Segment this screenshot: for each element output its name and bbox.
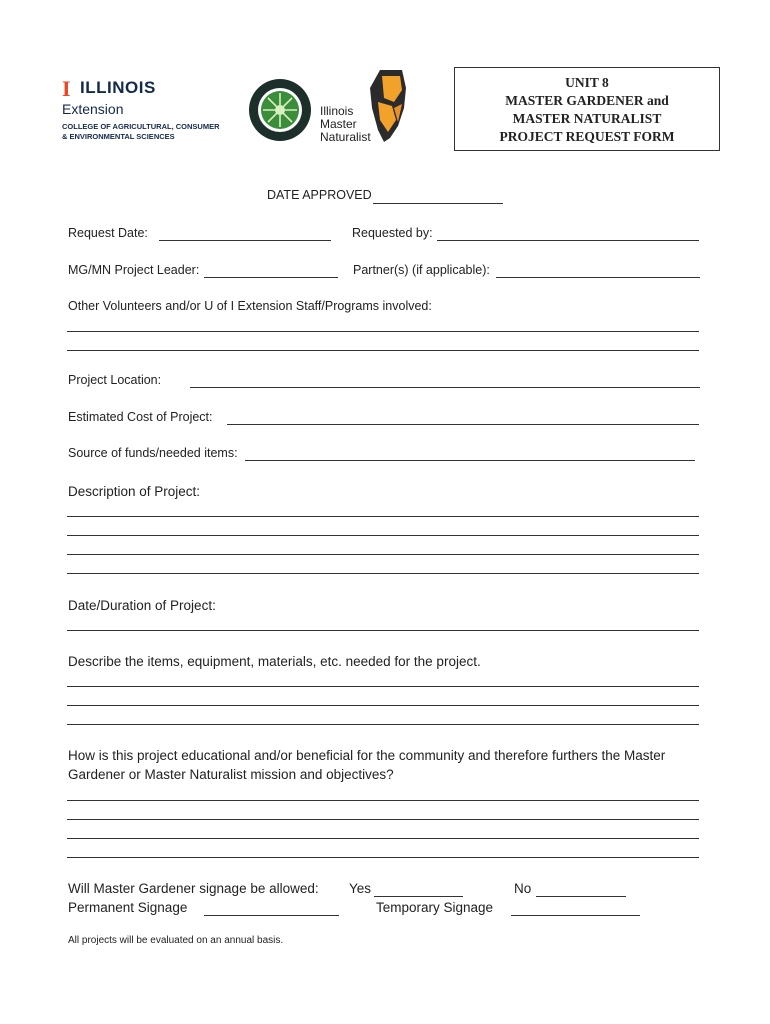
project-location-label: Project Location: [68,373,162,387]
illinois-extension-logo [62,76,242,146]
naturalist-line-1: Illinois [320,104,354,118]
title-line-1: UNIT 8 [565,75,609,90]
items-needed-line-3[interactable] [67,724,699,725]
extension-label: Extension [62,101,124,117]
naturalist-line-3: Naturalist [320,130,371,144]
monarch-butterfly-icon [366,68,410,144]
other-volunteers-line-2[interactable] [67,350,699,351]
educational-question-line-1: How is this project educational and/or beneficial for the community and therefore furthers the Master [68,748,666,763]
description-line-1[interactable] [67,516,699,517]
items-needed-line-2[interactable] [67,705,699,706]
footer-note: All projects will be evaluated on an annual basis. [68,935,284,946]
description-label: Description of Project: [68,484,201,499]
signage-no-label: No [514,881,532,896]
project-leader-label: MG/MN Project Leader: [68,263,200,277]
source-of-funds-label: Source of funds/needed items: [68,446,238,460]
illinois-block-i-icon: I [62,76,71,101]
partners-field[interactable] [496,277,700,278]
description-line-3[interactable] [67,554,699,555]
project-leader-field[interactable] [204,277,338,278]
other-volunteers-line-1[interactable] [67,331,699,332]
duration-label: Date/Duration of Project: [68,598,216,613]
illinois-wordmark: ILLINOIS [80,78,156,97]
requested-by-field[interactable] [437,240,699,241]
permanent-signage-field[interactable] [204,915,339,916]
form-title-box [454,67,720,151]
estimated-cost-field[interactable] [227,424,699,425]
request-date-field[interactable] [159,240,331,241]
items-needed-label: Describe the items, equipment, materials, etc. needed for the project. [68,654,481,669]
temporary-signage-label: Temporary Signage [376,900,494,915]
educational-line-3[interactable] [67,838,699,839]
educational-line-4[interactable] [67,857,699,858]
signage-yes-label: Yes [349,881,372,896]
signage-yes-field[interactable] [374,896,463,897]
illinois-master-naturalist-logo [318,68,410,146]
college-line-1: COLLEGE OF AGRICULTURAL, CONSUMER [62,122,220,131]
description-line-4[interactable] [67,573,699,574]
estimated-cost-label: Estimated Cost of Project: [68,410,213,424]
permanent-signage-label: Permanent Signage [68,900,188,915]
educational-question-line-2: Gardener or Master Naturalist mission and objectives? [68,767,394,782]
items-needed-line-1[interactable] [67,686,699,687]
temporary-signage-field[interactable] [511,915,640,916]
naturalist-line-2: Master [320,117,357,131]
signage-question-label: Will Master Gardener signage be allowed: [68,881,319,896]
description-line-2[interactable] [67,535,699,536]
signage-no-field[interactable] [536,896,626,897]
request-date-label: Request Date: [68,226,148,240]
duration-field[interactable] [67,630,699,631]
other-volunteers-label: Other Volunteers and/or U of I Extension Staff/Programs involved: [68,299,432,313]
title-line-4: PROJECT REQUEST FORM [499,129,675,144]
source-of-funds-field[interactable] [245,460,695,461]
requested-by-label: Requested by: [352,226,433,240]
date-approved-label: DATE APPROVED [267,188,372,202]
educational-line-2[interactable] [67,819,699,820]
educational-line-1[interactable] [67,800,699,801]
partners-label: Partner(s) (if applicable): [353,263,490,277]
title-line-2: MASTER GARDENER and [505,93,669,108]
project-location-field[interactable] [190,387,700,388]
master-gardener-seal-icon [248,78,312,142]
college-line-2: & ENVIRONMENTAL SCIENCES [62,132,175,141]
date-approved-field[interactable] [373,203,503,204]
title-line-3: MASTER NATURALIST [512,111,662,126]
